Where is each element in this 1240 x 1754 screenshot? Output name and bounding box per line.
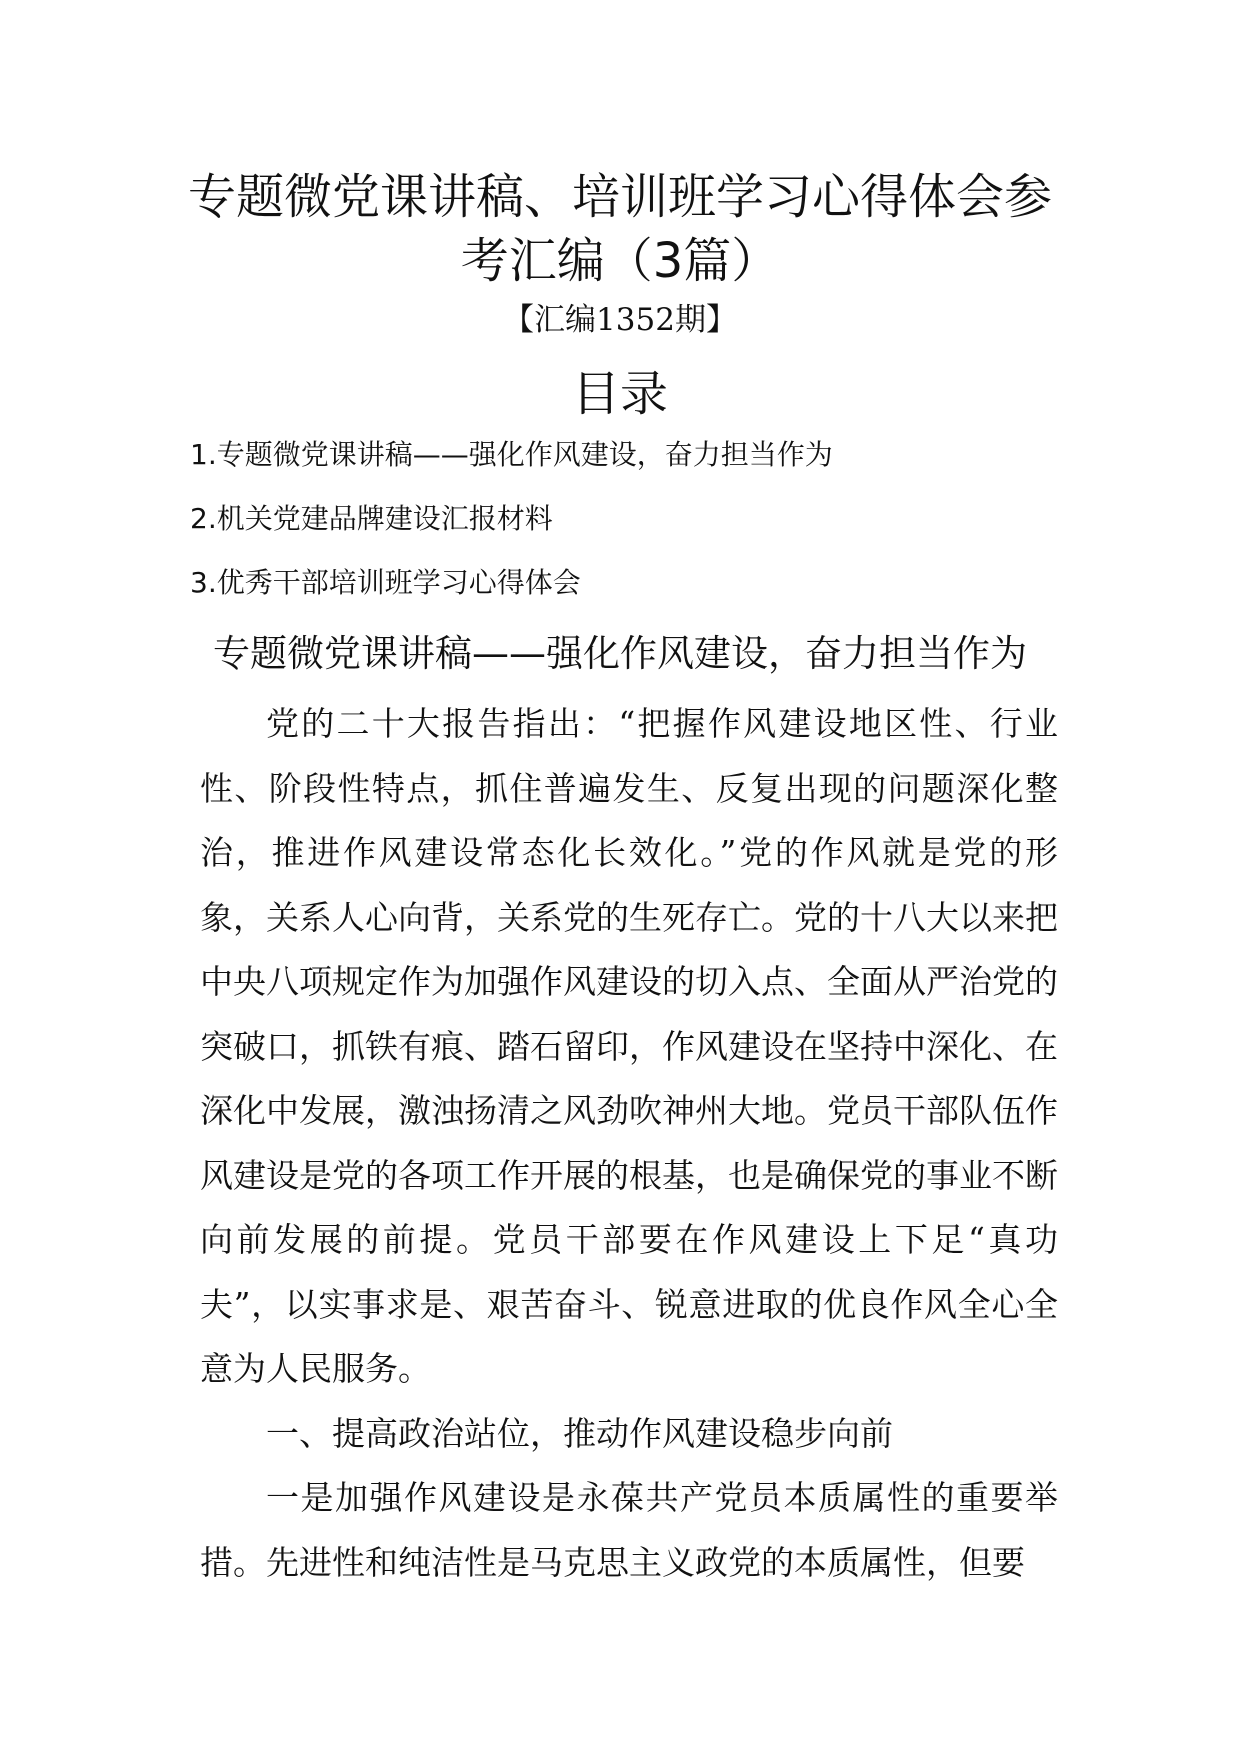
article-body [200,692,1058,1595]
table-of-contents [190,435,833,627]
article-title: 专题微党课讲稿——强化作风建设，奋力担当作为 [213,632,1027,675]
section-heading: 一、提高政治站位，推动作风建设稳步向前 [266,1413,893,1453]
issue-number: 【汇编1352期】 [503,302,737,338]
toc-heading: 目录 [571,366,668,422]
paragraph: 一是加强作风建设是永葆共产党员本质属性的重要举措。先进性和纯洁性是马克思主义政党的本质属性，但要 [200,1478,1058,1582]
document-title: 专题微党课讲稿、培训班学习心得体会参考汇编（3篇） [187,169,1052,289]
toc-item-3: 3.优秀干部培训班学习心得体会 [190,566,581,599]
toc-item-2: 2.机关党建品牌建设汇报材料 [190,502,553,535]
toc-item-1: 1.专题微党课讲稿——强化作风建设，奋力担当作为 [190,438,833,471]
paragraph: 党的二十大报告指出：“把握作风建设地区性、行业性、阶段性特点，抓住普遍发生、反复出现的问题深化整治，推进作风建设常态化长效化。”党的作风就是党的形象，关系人心向背，关系党的生死存亡。党的十八大以来把中央八项规定作为加强作风建设的切入点、全面从严治党的突破口，抓铁有痕、踏石留印，作风建设在坚持中深化、在深化中发展，激浊扬清之风劲吹神州大地。党员干部队伍作风建设是党的各项工作开展的根基，也是确保党的事业不断向前发展的前提。党员干部要在作风建设上下足“真功夫”，以实事求是、艰苦奋斗、锐意进取的优良作风全心全意为人民服务。 [200,704,1058,1388]
